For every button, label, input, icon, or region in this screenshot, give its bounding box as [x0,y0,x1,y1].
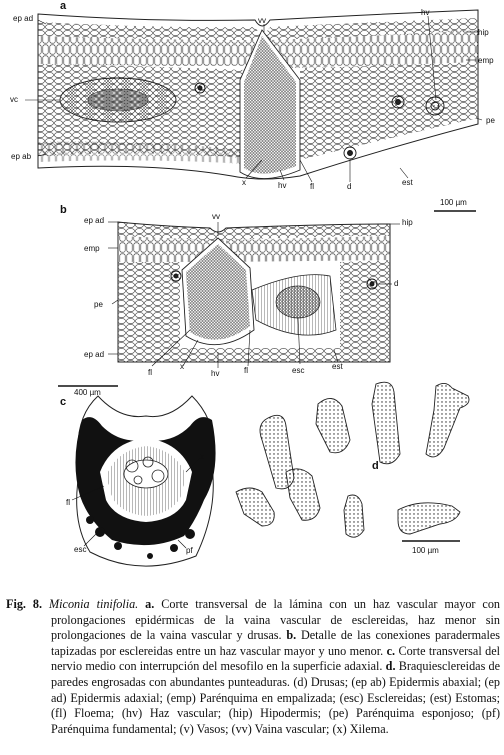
label-b-ep-ad-bottom: ep ad [84,350,105,359]
caption-c-text: Corte transversal del nervio medio con interrupción del mesofilo en la superficie adaxial. [51,643,501,674]
label-b-vv: vv [212,212,220,221]
label-b-ep-ad-top: ep ad [84,216,105,225]
panel-b-drawing [118,222,390,362]
label-b-hv: hv [211,369,220,378]
caption-b-label: b. [286,628,297,643]
scale-label-d: 100 µm [412,546,439,555]
label-hip: hip [478,28,489,37]
label-b-x: x [180,362,184,371]
label-hv: hv [278,181,287,190]
label-b-fl-left: fl [148,368,152,377]
label-b-d: d [394,279,399,288]
label-fl: fl [310,182,314,191]
label-b-hip: hip [402,218,413,227]
label-b-est: est [332,362,343,371]
panel-letter-c: c [60,396,67,408]
label-pe: pe [486,116,495,125]
panel-letter-a: a [60,0,67,12]
label-d: d [347,182,352,191]
caption-b-text: Detalle de las conexiones paradermales tapizadas por esclereidas entre un haz vascular mayor y uno menor. [51,628,501,658]
caption-species: Miconia tinifolia. [49,597,139,611]
caption-abbreviations: (d) Drusas; (ep ab) Epidermis abaxial; (ep ad) Epidermis adaxial; (emp) Parénquima en empalizada; (esc) Esclereidas; (est) Estomas; (fl) Floema; (hv) Haz vascular; (hip) Hipodermis; (pe) Parénquima esponjoso; (pf) Parénquima fundamental; (v) Vasos; (vv) Vaina vascular; (x) Xilema. [51,674,501,736]
panel-d-drawing [236,382,469,537]
label-x: x [242,178,246,187]
label-c-esc: esc [74,545,87,554]
label-c-pf: pf [186,546,193,555]
panel-c-drawing [75,396,215,566]
scale-label-c: 400 µm [74,388,101,397]
panel-letter-d: d [372,460,379,472]
caption-d-label: d. [385,659,396,674]
label-b-emp: emp [84,244,100,253]
label-b-esc: esc [292,366,305,375]
label-ep-ad: ep ad [13,14,34,23]
label-b-fl-right: fl [244,366,248,375]
label-b-pe: pe [94,300,103,309]
caption-c-label: c. [386,643,396,658]
figure-caption [6,597,500,737]
label-hv-top: hv [421,8,430,17]
caption-fig-number: Fig. 8. [6,597,43,611]
caption-d-text: Braquiesclereidas de paredes engrosadas con abundantes punteaduras. [51,659,500,689]
panel-letter-b: b [60,204,67,216]
panel-a-drawing [38,10,478,179]
caption-a-text: Corte transversal de la lámina con un haz vascular mayor con prolongaciones epidérmicas de la vaina vascular de esclereidas, haz menor sin prolongaciones de la vaina vascular y drusas. [51,597,501,643]
label-emp: emp [478,56,494,65]
caption-a-label: a. [145,597,155,611]
label-c-fl: fl [66,498,70,507]
label-est: est [402,178,413,187]
label-ep-ab: ep ab [11,152,32,161]
label-vc: vc [10,95,18,104]
label-vv: vv [258,16,266,25]
label-c-x: x [200,452,204,461]
scale-label-a: 100 µm [440,198,467,207]
